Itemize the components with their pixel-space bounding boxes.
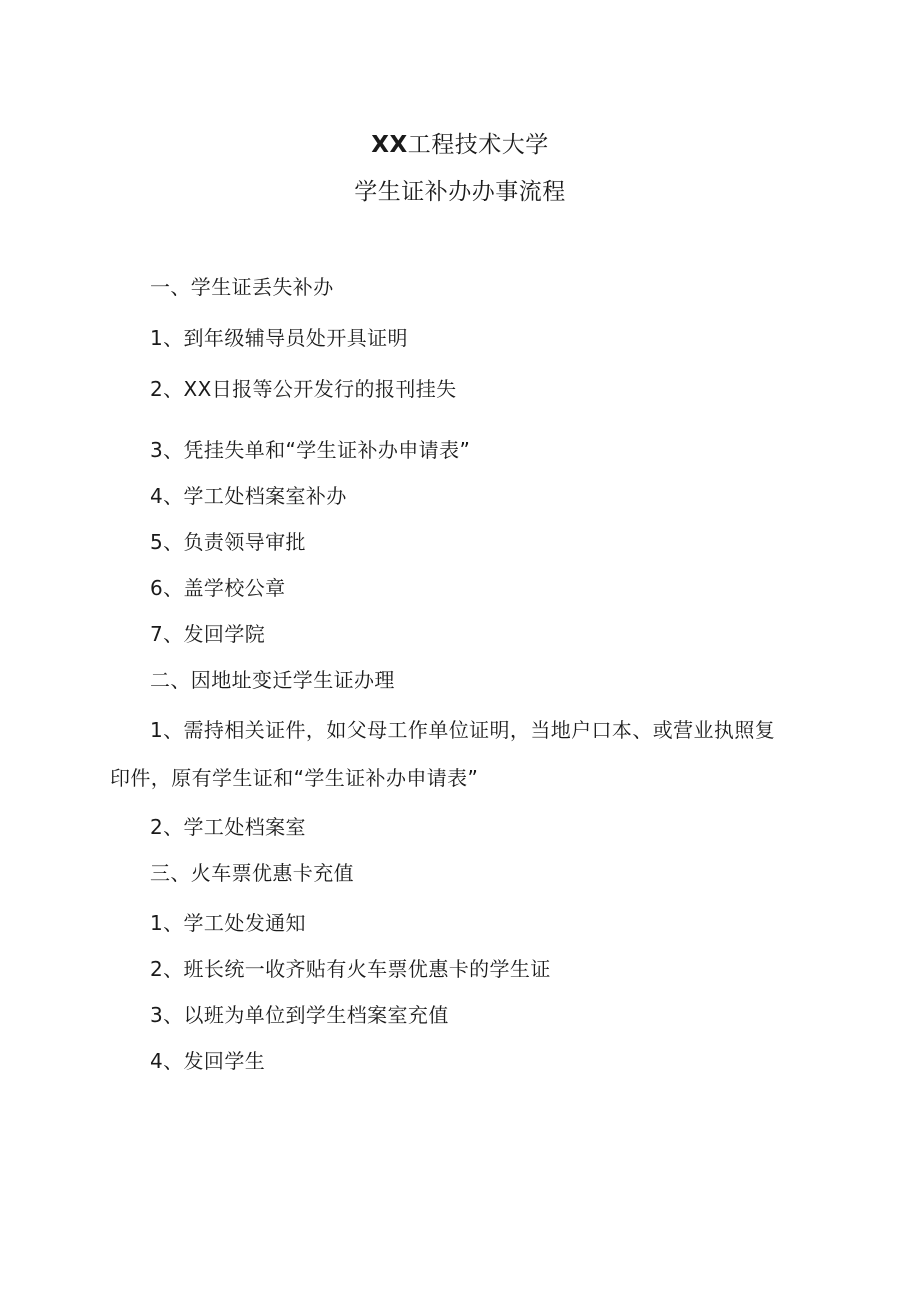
school-prefix: XX — [371, 132, 408, 158]
section-heading-lost-card: 一、学生证丢失补办 — [150, 275, 334, 299]
step-item-continuation: 印件，原有学生证和“学生证补办申请表” — [110, 766, 479, 790]
step-item: 3、以班为单位到学生档案室充值 — [150, 1003, 449, 1027]
step-item: 1、到年级辅导员处开具证明 — [150, 326, 408, 350]
step-item: 4、学工处档案室补办 — [150, 484, 347, 508]
step-item: 2、班长统一收齐贴有火车票优惠卡的学生证 — [150, 957, 551, 981]
document-title: 学生证补办办事流程 — [354, 179, 566, 205]
school-name: 工程技术大学 — [407, 132, 549, 158]
step-item: 5、负责领导审批 — [150, 530, 306, 554]
step-item: 2、XX日报等公开发行的报刊挂失 — [150, 377, 457, 401]
step-item: 1、需持相关证件，如父母工作单位证明，当地户口本、或营业执照复 — [150, 718, 776, 742]
section-heading-address-change: 二、因地址变迁学生证办理 — [150, 668, 395, 692]
section-heading-train-card: 三、火车票优惠卡充值 — [150, 861, 354, 885]
step-item: 3、凭挂失单和“学生证补办申请表” — [150, 438, 471, 462]
step-item: 4、发回学生 — [150, 1049, 266, 1073]
school-title — [0, 130, 920, 160]
step-item: 2、学工处档案室 — [150, 815, 306, 839]
step-item: 7、发回学院 — [150, 622, 266, 646]
step-item: 6、盖学校公章 — [150, 576, 286, 600]
step-item: 1、学工处发通知 — [150, 911, 306, 935]
